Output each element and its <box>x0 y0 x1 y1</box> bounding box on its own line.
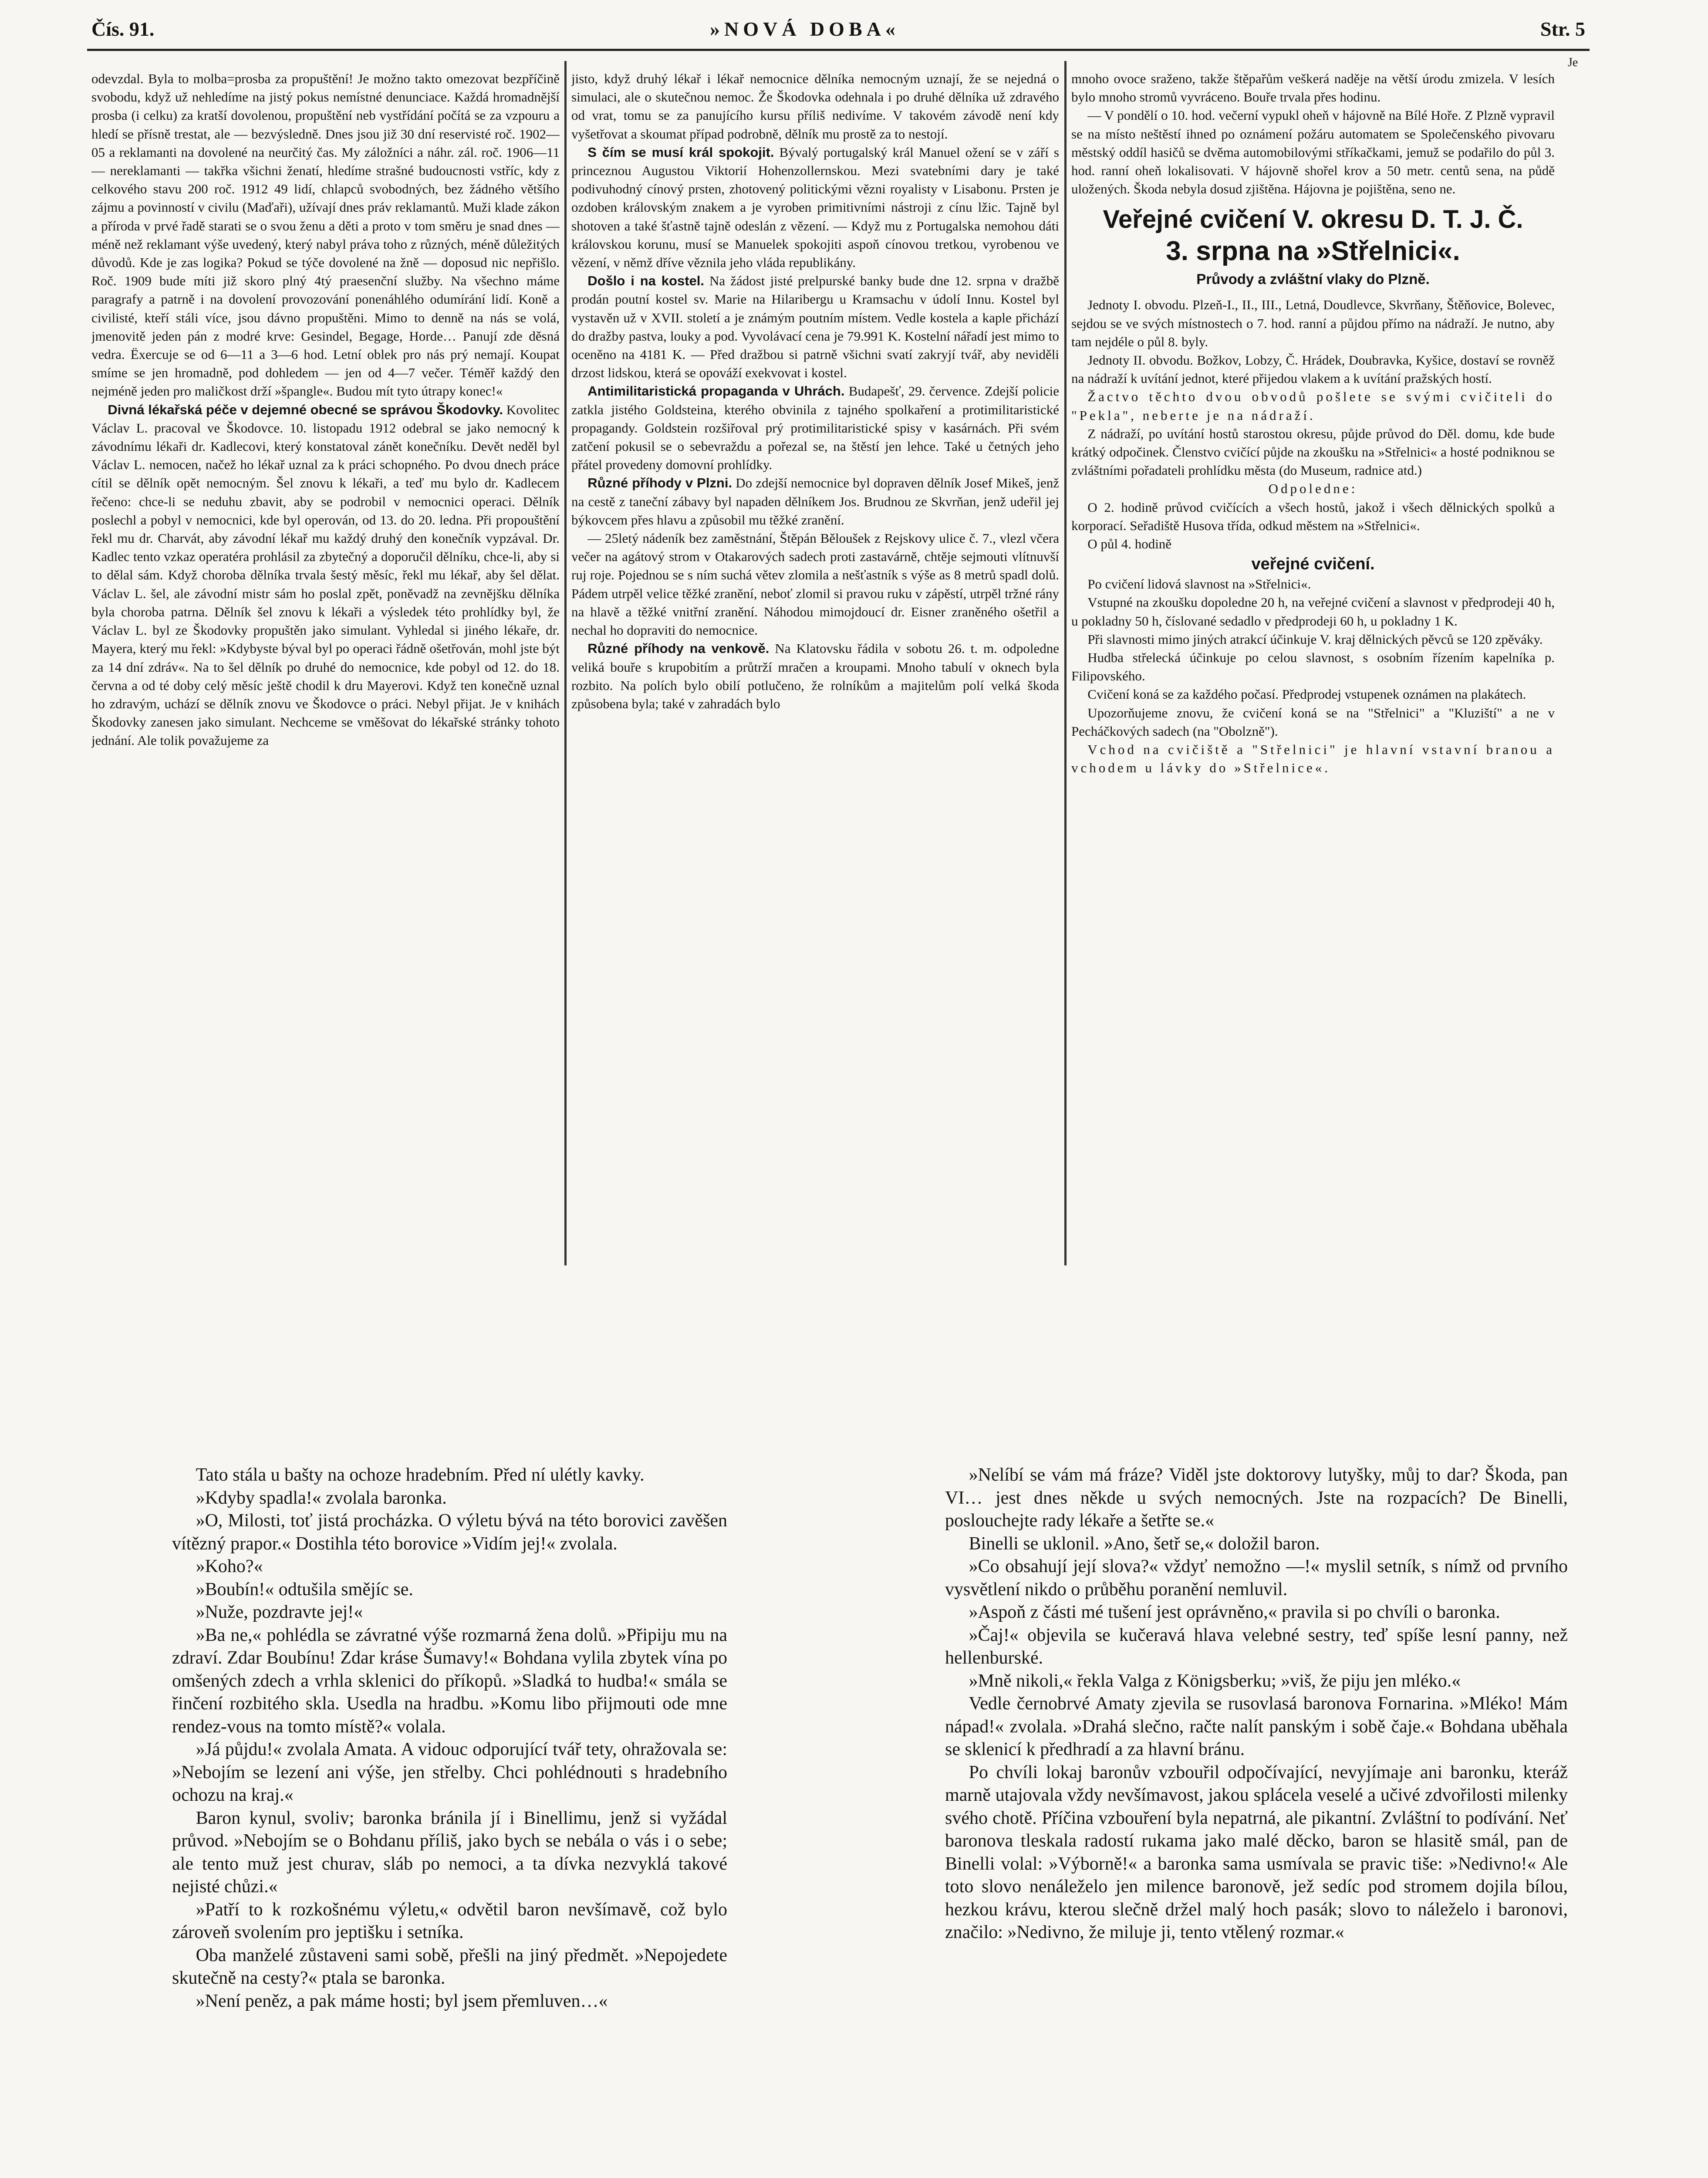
article-plzen-1: Do zdejší nemocnice byl dopraven dělník Josef Mikeš, jenž na cestě z taneční zábavy byl napaden dělníkem Jos. Brudnou ze Skvrňan, jenž udeřil jej býkovcem přes hlavu a způsobil mu těžké zranění. <box>571 475 1059 528</box>
headline-king: S čím se musí král spokojit. <box>587 144 774 160</box>
announcement-j10: Hudba střelecká účinkuje po celou slavnost, s osobním řízením kapelníka p. Filipovského. <box>1071 650 1555 684</box>
announcement-date: 3. srpna na »Střelnici«. <box>1166 236 1460 267</box>
column-2 <box>571 70 1059 1263</box>
announcement-j9: Při slavnosti mimo jiných atrakcí účinkuje V. kraj dělnických pěvců se 120 zpěváky. <box>1087 631 1543 647</box>
novel-left-p1: Tato stála u bašty na ochoze hradebním. Před ní ulétly kavky. <box>196 1465 645 1485</box>
article-king: Bývalý portugalský král Manuel ožení se v září s princeznou Augustou Viktorií Hohenzollernskou. Mezi svatebními dary je také podivuhodný cínový prsten, zhotovený politickými vězni royalisty v Lisabonu. Prsten je ozdoben královským znakem a je vyroben primitivními nástroji z cínu lžic. Tajně byl shotoven a také šťastně tajně odeslán z vězení. — Když mu z Portugalska nemohou dáti královskou korunu, musí se Manuelek spokojiti aspoň cínovou tretkou, vyrobenou ve vězení, v němž dříve věznila jeho vláda republikány. <box>571 144 1059 271</box>
column-rule-1 <box>564 61 567 1265</box>
novel-right-p8: Po chvíli lokaj baronův vzbouřil odpočívající, nevyjímaje ani baronku, kteráž marně utajovala vždy nevšímavost, jakou splácela veselé a učivé zdvořilosti milenky svého chotě. Příčina vzbouření byla nepatrná, ale pikantní. Zvláštní to podívání. Neť baronova tleskala radostí rukama jako malé děcko, baron se hlasitě smál, pan de Binelli volal: »Výborně!« a baronka sama usmívala se pravic tiše: »Nedivno!« Ale toto slovo nenáleželo jen milence baronově, jež sedíc pod stromem dojila bílou, hezkou krávu, kterou slečně držel malý hoch pasák; slovo to náleželo i baronovi, značilo: »Nedivno, že miluje ji, tento vtělený rozmar.« <box>945 1762 1568 1942</box>
article-antimilitarist: Budapešť, 29. července. Zdejší policie zatkla jistého Goldsteina, kterého obvinila z tajného spolkaření a protimilitaristické propagandy. Goldstein rozšiřoval prý protimilitaristické spisy v kasárnách. Při svém zatčení pokusil se o sebevraždu a pořezal se, na štěstí jen lehce. Také u četných jeho přátel provedeny domovní prohlídky. <box>571 383 1059 473</box>
issue-number: Čís. 91. <box>91 18 155 40</box>
novel-left-p3: »O, Milosti, toť jistá procházka. O výletu bývá na této borovici zavěšen vítězný prapor.« Dostihla této borovice »Vidím jej!« zvolala. <box>172 1511 727 1554</box>
article-storm-cont: mnoho ovoce sraženo, takže štěpařům veškerá naděje na větší úrodu zmizela. V lesích bylo mnoho stromů vyvráceno. Bouře trvala přes hodinu. <box>1071 71 1555 105</box>
headline-church: Došlo i na kostel. <box>587 273 704 289</box>
page-header <box>91 17 1585 44</box>
novel-left-p12: »Není peněz, a pak máme hosti; byl jsem přemluven…« <box>196 1991 608 2011</box>
announcement-j4: Z nádraží, po uvítání hostů starostou okresu, půjde průvod do Děl. domu, kde bude krátký odpočinek. Členstvo cvičící půjde na zkoušku na »Střelnici« a hosté podniknou se zvláštními pořadateli prohlídku města (do Museum, radnice atd.) <box>1071 426 1555 478</box>
article-venkov: Na Klatovsku řádila v sobotu 26. t. m. odpoledne veliká bouře s krupobitím a průtrží mračen a kroupami. Mnoho tabulí v oknech byla rozbito. Na polích bylo obilí potlučeno, že rolníkům a majitelům polí velká škoda způsobena byla; také v zahradách bylo <box>571 641 1059 711</box>
page-number-top: Str. 5 <box>1540 18 1585 40</box>
announcement-subtitle: Průvody a zvláštní vlaky do Plzně. <box>1196 271 1430 287</box>
novel-left-p7: »Ba ne,« pohlédla se závratné výše rozmarná žena dolů. »Připiju mu na zdraví. Zdar Boubínu! Zdar kráse Šumavy!« Bohdana vylila zbytek vína po omšených zdech a vrhla sklenici do příkopů. »Sladká to hudba!« smála se řinčení rozbitého skla. Usedla na hradbu. »Komu libo přijmouti ode mne rendez-vous na tomto místě?« volala. <box>172 1625 727 1737</box>
announcement-j8: Vstupné na zkoušku dopoledne 20 h, na veřejné cvičení a slavnost v předprodeji 40 h, u pokladny 50 h, číslované sedadlo v předprodeji 60 h, u pokladny 1 K. <box>1071 595 1555 629</box>
announcement-j5: O 2. hodině průvod cvičících a všech hostů, jakož i všech dělnických spolků a korporací. Seřadiště Husova třída, odkud městem na »Střelnici«. <box>1071 499 1555 533</box>
announcement-j7: Po cvičení lidová slavnost na »Střelnici«. <box>1087 576 1311 592</box>
announcement-j13: Vchod na cvičiště a "Střelnici" je hlavní vstavní branou a vchodem u lávky do »Střelnice«. <box>1071 742 1555 776</box>
novel-left-p10: »Patří to k rozkošnému výletu,« odvětil baron nevšímavě, což bylo zároveň svolením pro jeptišku i setníka. <box>172 1899 727 1942</box>
column-3 <box>1071 70 1555 1263</box>
edge-fragment: Je <box>1568 56 1578 69</box>
novel-left-p8: »Já půjdu!« zvolala Amata. A vidouc odporující tvář tety, ohražovala se: »Nebojím se lezení ani výše, jen střelby. Chci pohlédnouti s hradebního ochozu na kraj.« <box>172 1739 727 1805</box>
announcement-heading-box <box>1071 204 1555 296</box>
announcement-j1: Jednoty I. obvodu. Plzeň-I., II., III., Letná, Doudlevce, Skvrňany, Štěňovice, Bolevec, sejdou se ve svých místnostech o 7. hod. ranní a půjdou přímo na nádraží. Je nutno, aby tam nejdéle o půl 8. byly. <box>1071 297 1555 349</box>
novel-left-p4: »Koho?« <box>196 1556 263 1576</box>
headline-venkov: Různé příhody na venkově. <box>587 641 770 656</box>
novel-left-p9: Baron kynul, svoliv; baronka bránila jí i Binellimu, jenž si vyžádal průvod. »Nebojím se o Bohdanu příliš, jako bych se nebála o vás i o sebe; ale tento muž jest churav, sláb po nemoci, a ta dívka nezvyklá takové nejisté chůzi.« <box>172 1808 727 1897</box>
article-continuation: jisto, když druhý lékař i lékař nemocnice dělníka nemocným uznají, že se nejedná o simulaci, ale o skutečnou nemoc. Že Škodovka odehnala i po druhé dělníka už zdravého od vrat, tomu se za panujícího kursu příliš nedivíme. V takovém závodě není kdy vyšetřovat a skoumat případ podrobně, dělník mu prostě za to nestojí. <box>571 71 1059 142</box>
announcement-title: Veřejné cvičení V. okresu D. T. J. Č. <box>1103 205 1523 234</box>
novel-left-p6: »Nuže, pozdravte jej!« <box>196 1602 363 1622</box>
column-rule-2 <box>1064 61 1067 1265</box>
novel-right-p1: »Nelíbí se vám má fráze? Viděl jste doktorovy lutyšky, můj to dar? Škoda, pan VI… jest dnes někde u svých nemocných. Jste na rozpacích? De Binelli, poslouchejte rady lékaře a šetřte se.« <box>945 1465 1568 1531</box>
headline-antimilitarist: Antimilitaristická propaganda v Uhrách. <box>587 383 845 399</box>
header-rule <box>87 49 1590 51</box>
novel-left-p5: »Boubín!« odtušila smějíc se. <box>196 1579 413 1600</box>
novel-right-p2: Binelli se uklonil. »Ano, šetř se,« doložil baron. <box>969 1533 1320 1554</box>
announcement-j6: O půl 4. hodině <box>1087 536 1172 552</box>
announcement-j11: Cvičení koná se za každého počasí. Předprodej vstupenek oznámen na plakátech. <box>1087 687 1526 702</box>
novel-right-p7: Vedle černobrvé Amaty zjevila se rusovlasá baronova Fornarina. »Mléko! Mám nápad!« zvolala. »Drahá slečno, račte nalít panským i sobě čaje.« Bohdana uběhala se sklenicí k předhradí a za hlavní bránu. <box>945 1694 1568 1759</box>
novel-right-column <box>945 1464 1568 2178</box>
novel-left-p2: »Kdyby spadla!« zvolala baronka. <box>196 1488 447 1508</box>
announcement-j3: Žactvo těchto dvou obvodů pošlete se svými cvičiteli do "Pekla", neberte je na nádraží. <box>1071 389 1555 423</box>
article-skodovka: Kovolitec Václav L. pracoval ve Škodovce. 10. listopadu 1912 odebral se jako nemocný k závodnímu lékaři dr. Kadlecovi, který konstatoval zánět konečníku. Devět neděl byl Václav L. nemocen, načež ho lékař uznal za k práci schopného. Po dvou dnech práce cítil se dělník opět nemocným. Šel znovu k lékaři, a teď mu bylo dr. Kadlecem řečeno: chce-li se neduhu zbavit, aby se podrobil v nemocnici operaci. Dělník poslechl a pobyl v nemocnici, kde byl operován, od 13. do 20. ledna. Při propouštění řekl mu dr. Charvát, aby závodní lékař mu každý druhý den konečník vypzával. Dr. Kadlec tento vzkaz operatéra prohlásil za zbytečný a doporučil dělníku, chce-li, aby si to dělal sám. Když choroba dělníka trvala šestý měsíc, řekl mu lékař, aby šel dělat. Václav L. šel, ale závodní mistr sám ho poslal zpět, poněvadž na zevnějšku dělníka byla choroba patrna. Dělník šel znovu k lékaři a výsledek této prohlídky byl, že Václav L. byl ze Škodovky propuštěn jako simulant. Vyhledal si jiného lékaře, dr. Mayera, který mu řekl: »Kdybyste býval byl po operaci řádně ošetřován, mohl jste být za 14 dní zdráv«. Na to šel dělník po druhé do nemocnice, kde pobyl od 12. do 18. června a od té doby celý měsíc ještě chodil k dru Mayerovi. Když ten konečně uznal ho zdravým, uchází se dělník znovu ve Škodovce o práci. Nebyl přijat. Je v knihách Škodovky zanesen jako simulant. Nechceme se vměšovat do lékařské stránky tohoto jednání. Ale tolik považujeme za <box>91 402 560 748</box>
article-church: Na žádost jisté prelpurské banky bude dne 12. srpna v dražbě prodán poutní kostel sv. Marie na Hilaribergu u Kramsachu v údolí Innu. Kostel byl vystavěn už v XVII. století a je známým poutním místem. Vedle kostela a kaple přichází do dražby pastva, louky a pod. Vyvolávací cena je 79.991 K. Kostelní nářadí jest mimo to oceněno na 4181 K. — Před dražbou si patrně všichni svatí zakryjí tvář, aby neviděli drzost lidskou, která se opováží exekvovat i kostel. <box>571 273 1059 381</box>
novel-right-p4: »Aspoň z části mé tušení jest oprávněno,« pravila si po chvíli o baronka. <box>969 1602 1500 1622</box>
letter-text: odevzdal. Byla to molba=prosba za propuštění! Je možno takto omezovat bezpříčině svobodu, když už nehledíme na jistý pokus nemístné denunciace. Každá hromadnější prosba (i celku) za kratší dovolenou, propuštění neb vystřídání počítá se za vzpouru a hledí se přísně trestat, ale — bezvýsledně. Dnes jsou již 30 dní reservisté roč. 1902—05 a reklamanti na dovolené na neurčitý čas. My záložníci a náhr. zál. roč. 1906—11 — nereklamanti — takřka všichni ženatí, hledíme strašné budoucnosti vstříc, kdy z celkového stavu 200 roč. 1912 49 lidí, chlapců svobodných, bez žádného většího zájmu a povinností v civilu (Maďaři), užívají dnes práv reklamantů. Muži klade zákon a příroda v prvé řadě starati se o svou ženu a děti a proto v tom směru je snad dnes — méně než reklamant výše uvedený, který nabyl práva toho z různých, méně důležitých důvodů. Kde je zas logika? Pokud se týče dovolené na žně — doposud nic nepřišlo. Roč. 1909 bude míti již skoro plný 4tý praesenční služby. Na všechno máme paragrafy a patrně i na dovolení provozování ponenáhlého odumírání lidí. Koně a civilisté, kteří stáli více, jsou dávno propuštěni. Mimo to denně na nás se volá, jmenovitě jeden pán z modré krve: Gesindel, Begage, Horde… Panují zde děsná vedra. Ëxercuje se od 6—11 a 3—6 hod. Letní oblek pro nás prý nemají. Koupat smíme se jen hromadně, pod dohledem — jen od 4—7 večer. Téměř každý den nejméně jeden pro maličkost drží »špangle«. Budou mít tyto útrapy konec!« <box>91 71 560 399</box>
afternoon-heading: Odpoledne: <box>1268 481 1358 497</box>
novel-right-p5: »Čaj!« objevila se kučeravá hlava velebné sestry, teď spíše lesní panny, než hellenburské. <box>945 1625 1568 1668</box>
announcement-j12: Upozorňujeme znovu, že cvičení koná se na "Střelnici" a "Kluziští" a ne v Pecháčkových sadech (na "Obolzně"). <box>1071 705 1555 739</box>
announcement-j2: Jednoty II. obvodu. Božkov, Lobzy, Č. Hrádek, Doubravka, Kyšice, dostaví se rovněž na nádraží k uvítání jednot, které přijedou vlakem a k uvítání pražských hostí. <box>1071 352 1555 386</box>
novel-right-p6: »Mně nikoli,« řekla Valga z Königsberku; »viš, že piju jen mléko.« <box>969 1671 1461 1691</box>
public-exercise-heading: veřejné cvičení. <box>1251 555 1375 574</box>
article-fire: — V pondělí o 10. hod. večerní vypukl oheň v hájovně na Bílé Hoře. Z Plzně vypravil se na místo neštěstí ihned po oznámení požáru automatem se Společenského pivovaru městský oddíl hasičů se dvěma automobilovými stříkačkami, jemuž se podařilo do půl 3. hod. ranní oheň lokalisovati. V hájovně shořel krov a 50 metr. centů sena, na půdě uložených. Škoda nebyla dosud zjištěna. Hájovna je pojištěna, seno ne. <box>1071 108 1555 197</box>
headline-plzen: Různé příhody v Plzni. <box>587 475 732 491</box>
column-1 <box>91 70 560 1263</box>
novel-left-p11: Oba manželé zůstaveni sami sobě, přešli na jiný předmět. »Nepojedete skutečně na cesty?« ptala se baronka. <box>172 1945 727 1988</box>
novel-right-p3: »Co obsahují její slova?« vždyť nemožno —!« myslil setník, s nímž od prvního vysvětlení nikdo o průběhu poranění nemluvil. <box>945 1556 1568 1600</box>
article-plzen-2: — 25letý nádeník bez zaměstnání, Štěpán Běloušek z Rejskovy ulice č. 7., vlezl včera večer na agátový strom v Otakarových sadech proti zastavárně, chtěje sejmouti vlítnuvší ruj roje. Pojednou se s ním suchá větev zlomila a nešťastník s výše as 8 metrů spadl dolů. Pádem utrpěl velice těžké zranění, neboť zlomil si pravou ruku v zápěstí, utrpěl tržné rány na hlavě a těžké vnitřní zranění. Náhodou mimojdoucí dr. Eisner zraněného ošetřil a nechal ho dopraviti do nemocnice. <box>571 531 1059 638</box>
newspaper-title: »NOVÁ DOBA« <box>710 18 900 40</box>
headline-skodovka: Divná lékařská péče v dejemné obecné se správou Škodovky. <box>108 402 503 417</box>
novel-left-column <box>172 1464 727 2178</box>
